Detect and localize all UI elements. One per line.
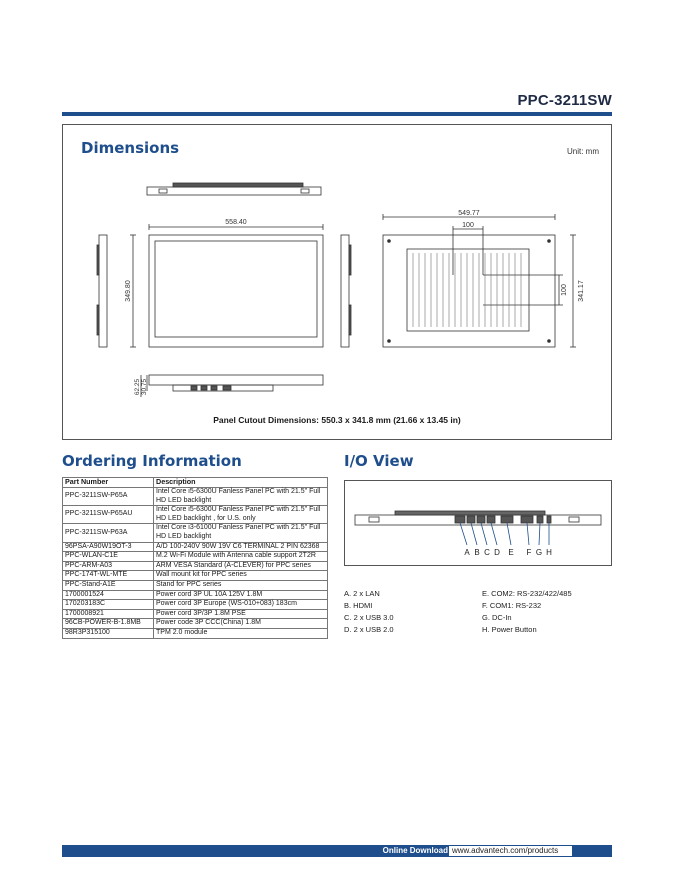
dimensions-title: Dimensions [81, 139, 180, 157]
description-cell: ARM VESA Standard (A-CLEVER) for PPC series [154, 561, 328, 571]
part-number-cell: 170203183C [63, 600, 154, 610]
description-cell: Power code 3P CCC(China) 1.8M [154, 619, 328, 629]
bottom-depth1-label: 62.25 [134, 378, 141, 396]
bottom-depth2-label: 30.75 [141, 378, 148, 396]
io-legend-left [344, 588, 394, 636]
io-legend-item: H. Power Button [482, 625, 537, 634]
io-leader-line [481, 523, 487, 545]
io-leader-line [507, 523, 511, 545]
description-cell: M.2 Wi-Fi Module with Antenna cable support 2T2R [154, 552, 328, 562]
description-cell: Power cord 3P UL 10A 125V 1.8M [154, 590, 328, 600]
table-row [63, 600, 328, 610]
table-row [63, 590, 328, 600]
io-legend-item: A. 2 x LAN [344, 589, 380, 598]
rear-view-drawing [383, 214, 576, 347]
table-row [63, 571, 328, 581]
part-number-cell: 1700008921 [63, 609, 154, 619]
description-cell: Wall mount kit for PPC series [154, 571, 328, 581]
ordering-table-body [63, 488, 328, 639]
io-view-drawing [345, 481, 611, 565]
right-side-view-drawing [341, 235, 351, 347]
description-cell: Power cord 3P/3P 1.8M PSE [154, 609, 328, 619]
rear-vesa-v-label: 100 [561, 284, 568, 296]
ordering-title: Ordering Information [62, 452, 242, 470]
io-letter-label: G [535, 548, 543, 557]
io-legend-right [482, 588, 572, 636]
header-description: Description [154, 478, 328, 488]
part-number-cell: 1700001524 [63, 590, 154, 600]
io-legend-item: E. COM2: RS-232/422/485 [482, 589, 572, 598]
unit-note: Unit: mm [567, 147, 599, 156]
front-view-drawing [130, 224, 323, 347]
table-row [63, 524, 328, 542]
part-number-cell: PPC-Stand-A1E [63, 580, 154, 590]
top-view-drawing [147, 183, 321, 195]
io-leader-line [491, 523, 497, 545]
part-number-cell: 96CB-POWER-B-1.8MB [63, 619, 154, 629]
table-row [63, 506, 328, 524]
left-side-view-drawing [97, 235, 107, 347]
io-letter-label: C [484, 548, 490, 557]
rear-width-label: 549.77 [458, 210, 480, 217]
table-row [63, 619, 328, 629]
io-legend-item: D. 2 x USB 2.0 [344, 625, 394, 634]
dimensions-panel [62, 124, 612, 440]
rear-height-label: 341.17 [578, 280, 585, 302]
rear-heatsink-fins [413, 253, 521, 327]
table-row [63, 580, 328, 590]
description-cell: Intel Core i5-6300U Fanless Panel PC with 21.5" Full HD LED backlight , for U.S. only [154, 506, 328, 524]
panel-cutout-note: Panel Cutout Dimensions: 550.3 x 341.8 mm (21.66 x 13.45 in) [213, 415, 461, 425]
footer-url-link[interactable]: www.advantech.com/products [449, 846, 572, 856]
io-title: I/O View [344, 452, 414, 470]
io-leader-line [539, 523, 540, 545]
table-row [63, 542, 328, 552]
part-number-cell: 96PSA-A90W19OT-3 [63, 542, 154, 552]
io-legend-item: G. DC-In [482, 613, 512, 622]
front-width-label: 558.40 [225, 219, 247, 226]
table-row [63, 488, 328, 506]
description-cell: Intel Core i3-6100U Fanless Panel PC with 21.5" Full HD LED backlight [154, 524, 328, 542]
table-row [63, 552, 328, 562]
description-cell: Intel Core i5-6300U Fanless Panel PC with 21.5" Full HD LED backlight [154, 488, 328, 506]
table-row [63, 609, 328, 619]
io-letter-label: A [464, 548, 470, 557]
header-part-number: Part Number [63, 478, 154, 488]
part-number-cell: PPC-3211SW-P65AU [63, 506, 154, 524]
io-leader-line [460, 523, 467, 545]
part-number-cell: PPC-174T-WL-MTE [63, 571, 154, 581]
part-number-cell: PPC-ARM-A03 [63, 561, 154, 571]
bottom-view-drawing [141, 375, 323, 397]
table-row [63, 561, 328, 571]
io-view-panel [344, 480, 612, 566]
part-number-cell: 98R3P315100 [63, 628, 154, 638]
description-cell: A/D 100-240V 90W 19V C6 TERMINAL 2 PIN 62368 [154, 542, 328, 552]
io-leader-line [471, 523, 477, 545]
ordering-table [62, 477, 328, 639]
io-letter-label: B [474, 548, 480, 557]
io-legend-item: B. HDMI [344, 601, 373, 610]
footer-label: Online Download [382, 846, 448, 855]
top-rule [62, 112, 612, 116]
table-row [63, 628, 328, 638]
description-cell: Power cord 3P Europe (WS-010+083) 183cm [154, 600, 328, 610]
io-letter-label: F [526, 548, 532, 557]
io-letter-label: D [494, 548, 500, 557]
front-height-label: 349.80 [125, 280, 132, 302]
io-letter-label: H [546, 548, 552, 557]
footer-bar [62, 845, 612, 857]
description-cell: Stand for PPC series [154, 580, 328, 590]
io-leader-line [527, 523, 529, 545]
model-title: PPC-3211SW [517, 92, 612, 109]
part-number-cell: PPC-3211SW-P63A [63, 524, 154, 542]
part-number-cell: PPC-3211SW-P65A [63, 488, 154, 506]
description-cell: TPM 2.0 module [154, 628, 328, 638]
rear-vesa-h-label: 100 [462, 222, 474, 229]
io-legend-item: C. 2 x USB 3.0 [344, 613, 394, 622]
ordering-header-row [63, 478, 328, 488]
part-number-cell: PPC-WLAN-C1E [63, 552, 154, 562]
dimension-drawings [63, 125, 611, 405]
io-legend-item: F. COM1: RS-232 [482, 601, 542, 610]
io-letter-label: E [508, 548, 514, 557]
